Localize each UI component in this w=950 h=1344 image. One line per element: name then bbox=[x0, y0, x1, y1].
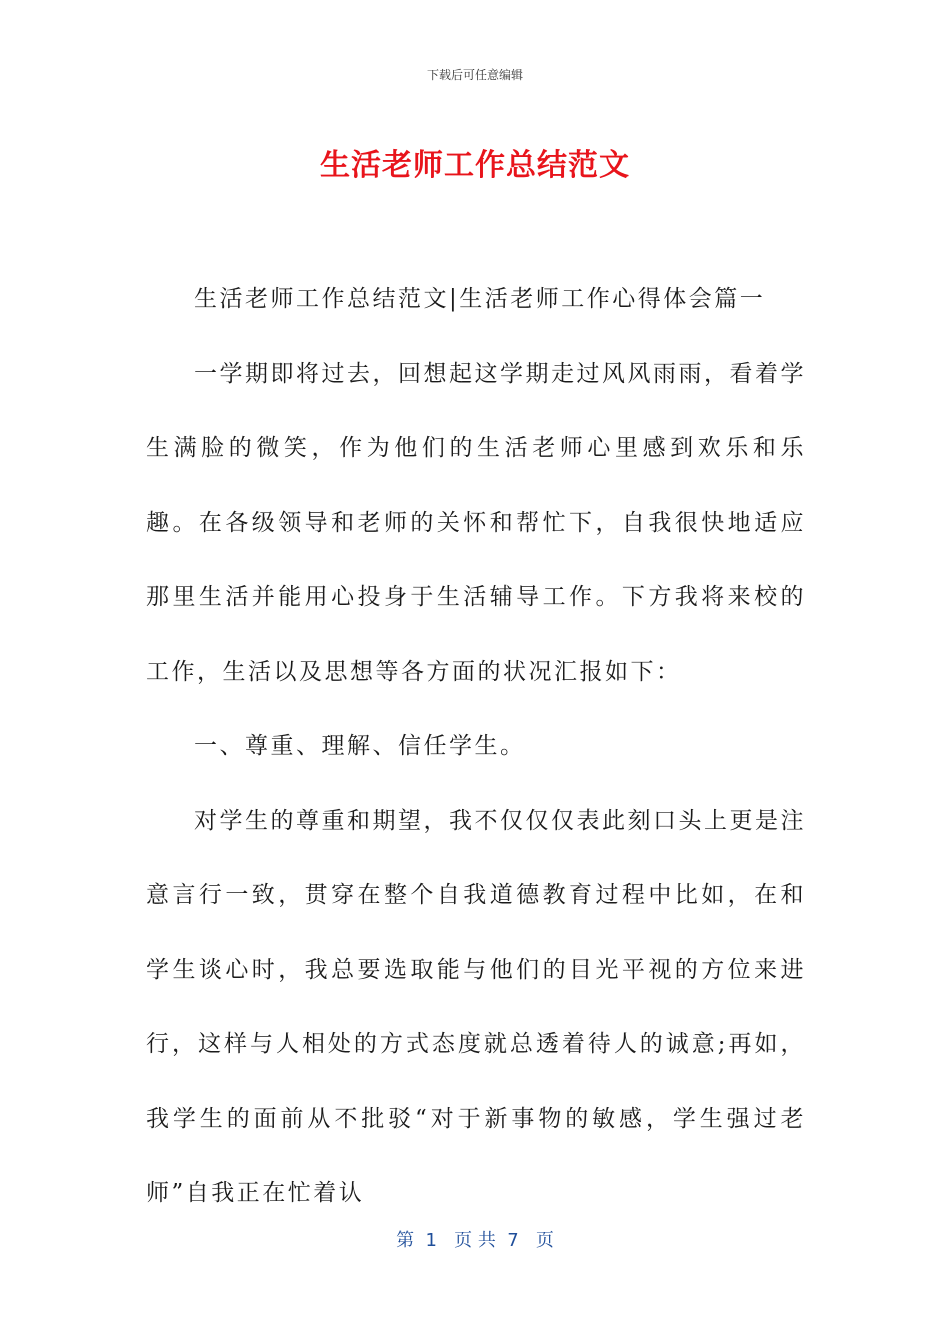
document-title: 生活老师工作总结范文 bbox=[320, 148, 630, 183]
page-footer: 第 1 页 共 7 页 bbox=[396, 1230, 554, 1251]
paragraph-section-heading: 一、尊重、理解、信任学生。 bbox=[194, 733, 526, 759]
document-body bbox=[146, 262, 806, 1231]
paragraph: 对学生的尊重和期望，我不仅仅仅表此刻口头上更是注意言行一致，贯穿在整个自我道德教育过程中比如，在和学生谈心时，我总要选取能与他们的目光平视的方位来进行，这样与人相处的方式态度就总透着待人的诚意;再如，我学生的面前从不批驳“对于新事物的敏感，学生强过老师”自我正在忙着认 bbox=[146, 807, 806, 1206]
paragraph: 一学期即将过去，回想起这学期走过风风雨雨，看着学生满脸的微笑，作为他们的生活老师心里感到欢乐和乐趣。在各级领导和老师的关怀和帮忙下，自我很快地适应那里生活并能用心投身于生活辅导工作。下方我将来校的工作，生活以及思想等各方面的状况汇报如下： bbox=[146, 360, 806, 685]
page-header: 下载后可任意编辑 bbox=[426, 68, 523, 82]
paragraph-subtitle: 生活老师工作总结范文|生活老师工作心得体会篇一 bbox=[194, 286, 766, 312]
